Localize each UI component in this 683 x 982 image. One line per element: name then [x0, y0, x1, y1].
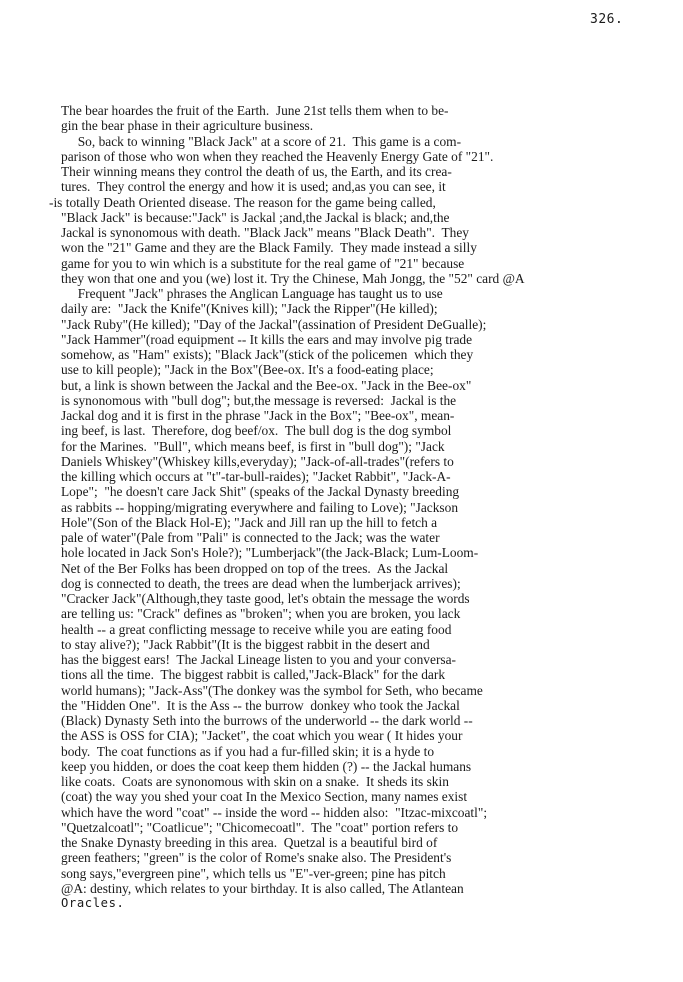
text-line: "Black Jack" is because:"Jack" is Jackal ;and,the Jackal is black; and,the [61, 209, 450, 225]
text-line: as rabbits -- hopping/migrating everywhere and failing to Love); "Jackson [61, 499, 459, 515]
text-line: Hole"(Son of the Black Hol-E); "Jack and Jill ran up the hill to fetch a [61, 514, 438, 530]
text-line: has the biggest ears! The Jackal Lineage listen to you and your conversa- [61, 652, 457, 667]
text-line: pale of water"(Pale from "Pali" is connected to the Jack; was the water [61, 530, 440, 545]
text-line: daily are: "Jack the Knife"(Knives kill); "Jack the Ripper"(He killed); [61, 301, 438, 317]
text-line: but, a link is shown between the Jackal and the Bee-ox. "Jack in the Bee-ox" [61, 377, 472, 393]
text-line: the ASS is OSS for CIA); "Jacket", the coat which you wear ( It hides your [61, 728, 463, 744]
text-line: health -- a great conflicting message to receive while you are eating food [61, 621, 452, 637]
text-line: song says,"evergreen pine", which tells us "E"-ver-green; pine has pitch [61, 865, 446, 881]
text-line: is synonomous with "bull dog"; but,the message is reversed: Jackal is the [61, 392, 457, 408]
text-line: are telling us: "Crack" defines as "broken"; when you are broken, you lack [61, 606, 461, 622]
text-line: use to kill people); "Jack in the Box"(Bee-ox. It's a food-eating place; [61, 362, 434, 378]
text-line: world humans); "Jack-Ass"(The donkey was the symbol for Seth, who became [61, 682, 483, 698]
text-line: for the Marines. "Bull", which means beef, is first in "bull dog"); "Jack [61, 438, 445, 454]
text-line: they won that one and you (we) lost it. Try the Chinese, Mah Jongg, the "52" card @A [61, 270, 525, 286]
text-line: parison of those who won when they reached the Heavenly Energy Gate of "21". [61, 148, 494, 164]
text-line: body. The coat functions as if you had a fur-filled skin; it is a hyde to [61, 743, 435, 759]
text-line: the killing which occurs at "t"-tar-bull-raides); "Jacket Rabbit", "Jack-A- [61, 469, 451, 484]
text-line: The bear hoardes the fruit of the Earth. June 21st tells them when to be- [61, 103, 449, 118]
text-line: green feathers; "green" is the color of Rome's snake also. The President's [61, 850, 452, 866]
document-body [49, 103, 683, 911]
text-line: dog is connected to death, the trees are dead when the lumberjack arrives); [61, 575, 461, 591]
text-line: Oracles. [61, 896, 125, 910]
text-line: the Snake Dynasty breeding in this area. Quetzal is a beautiful bird of [61, 835, 438, 850]
text-line: Jackal dog and it is first in the phrase "Jack in the Box"; "Bee-ox", mean- [61, 408, 455, 423]
text-line: Jackal is synonomous with death. "Black Jack" means "Black Death". They [61, 225, 469, 240]
text-line: (coat) the way you shed your coat In the Mexico Section, many names exist [61, 789, 468, 805]
text-line: the "Hidden One". It is the Ass -- the burrow donkey who took the Jackal [61, 697, 460, 713]
text-line: (Black) Dynasty Seth into the burrows of the underworld -- the dark world -- [61, 713, 473, 728]
text-line: gin the bear phase in their agriculture business. [61, 118, 314, 134]
text-line: @A: destiny, which relates to your birthday. It is also called, The Atlantean [61, 880, 464, 896]
text-line: "Jack Hammer"(road equipment -- It kills the ears and may involve pig trade [61, 331, 473, 347]
text-line: won the "21" Game and they are the Black Family. They made instead a silly [61, 240, 477, 256]
text-line: Frequent "Jack" phrases the Anglican Language has taught us to use [61, 286, 443, 301]
text-line: tures. They control the energy and how it is used; and,as you can see, it [61, 179, 446, 195]
text-line: game for you to win which is a substitute for the real game of "21" because [61, 255, 465, 271]
text-line: Lope"; "he doesn't care Jack Shit" (speaks of the Jackal Dynasty breeding [61, 484, 460, 500]
text-line: So, back to winning "Black Jack" at a score of 21. This game is a com- [61, 133, 462, 149]
text-line: "Quetzalcoatl"; "Coatlicue"; "Chicomecoatl". The "coat" portion refers to [61, 819, 459, 835]
text-line: tions all the time. The biggest rabbit is called,"Jack-Black" for the dark [61, 667, 446, 683]
text-line: Net of the Ber Folks has been dropped on top of the trees. As the Jackal [61, 560, 449, 576]
text-line: like coats. Coats are synonomous with skin on a snake. It sheds its skin [61, 774, 449, 789]
text-line: ing beef, is last. Therefore, dog beef/ox. The bull dog is the dog symbol [61, 423, 452, 439]
text-line: keep you hidden, or does the coat keep them hidden (?) -- the Jackal humans [61, 758, 472, 774]
text-line: to stay alive?); "Jack Rabbit"(It is the biggest rabbit in the desert and [61, 636, 430, 652]
text-line: hole located in Jack Son's Hole?); "Lumberjack"(the Jack-Black; Lum-Loom- [61, 545, 479, 561]
page-number: 326. [590, 12, 624, 27]
text-line: "Cracker Jack"(Although,they taste good, let's obtain the message the words [61, 591, 470, 606]
text-line: Daniels Whiskey"(Whiskey kills,everyday); "Jack-of-all-trades"(refers to [61, 453, 454, 469]
text-line: somehow, as "Ham" exists); "Black Jack"(stick of the policemen which they [61, 347, 474, 362]
text-line: Their winning means they control the death of us, the Earth, and its crea- [61, 164, 452, 179]
text-line: "Jack Ruby"(He killed); "Day of the Jackal"(assination of President DeGualle); [61, 316, 487, 332]
text-line: -is totally Death Oriented disease. The reason for the game being called, [49, 194, 436, 210]
text-line: which have the word "coat" -- inside the word -- hidden also: "Itzac-mixcoatl"; [61, 804, 488, 820]
